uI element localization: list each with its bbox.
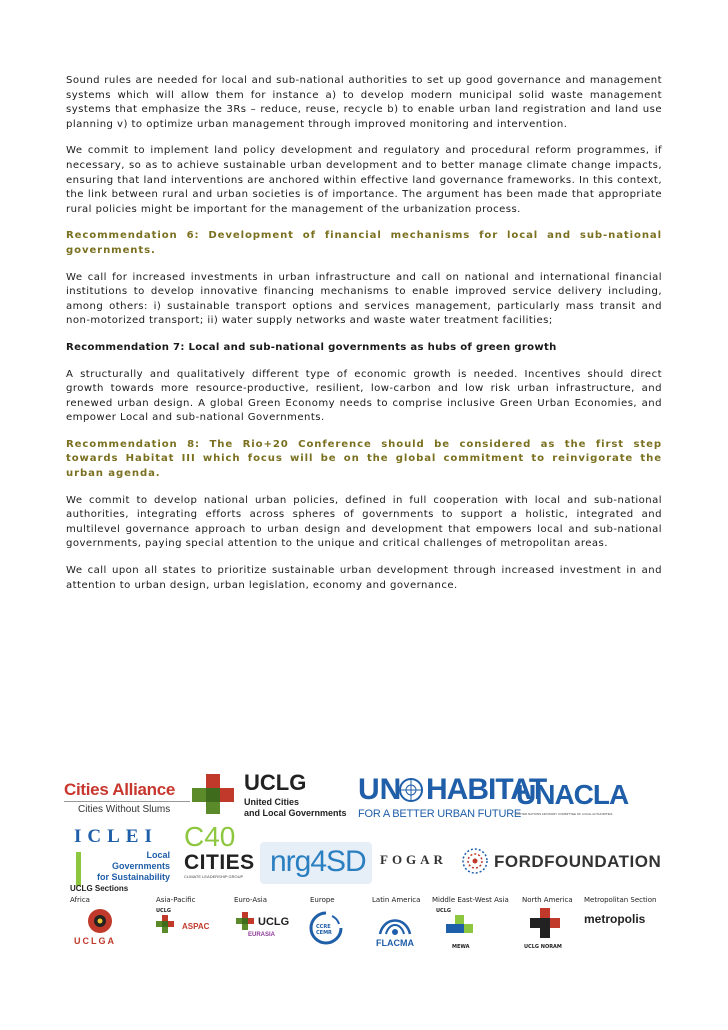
aspac-logo	[156, 908, 218, 954]
flacma-emblem-icon	[378, 908, 412, 936]
cities-alliance-tagline: Cities Without Slums	[78, 804, 171, 815]
section-label-middle-east: Middle East-West Asia	[432, 896, 509, 904]
uclg-sections-title: UCLG Sections	[70, 884, 129, 893]
fogar-logo	[380, 852, 462, 876]
iclei-line2: Governments	[111, 861, 170, 871]
ccre-cemr-logo	[308, 910, 348, 950]
mewa-emblem-icon	[446, 914, 474, 942]
section-label-africa: Africa	[70, 896, 90, 904]
recommendation-6-heading: Recommendation 6: Development of financial mechanisms for local and sub-national governments.	[66, 230, 662, 256]
paragraph-land-policy: We commit to implement land policy development and regulatory and procedural reform programmes, if necessary, so as to achieve sustainable urban development and to better manage climate change impacts, ensuring that land interventions are anchored within effective land governance frameworks. In this context, the link between rural and urban societies is of importance. The argument has been made that appropriate rural policies might be important for the management of the urbanization process.	[66, 145, 662, 215]
unacla-tagline: UNITED NATIONS ADVISORY COMMITTEE OF LOCAL AUTHORITIES	[516, 812, 613, 816]
ford-name: FORDFOUNDATION	[494, 852, 662, 871]
ford-foundation-logo	[462, 848, 676, 878]
section-label-asia-pacific: Asia-Pacific	[156, 896, 196, 904]
metropolis-logo	[584, 912, 668, 934]
uclg-logo	[192, 770, 352, 826]
un-emblem-icon	[398, 777, 424, 803]
nrg4sd-logo	[260, 842, 372, 884]
paragraph-call-upon-states: We call upon all states to prioritize sustainable urban development through increased investment in and attention to urban design, urban legislation, economy and governance.	[66, 565, 662, 591]
ford-emblem-icon	[462, 848, 488, 874]
uclga-name: UCLGA	[74, 936, 116, 946]
cities-alliance-name: Cities Alliance	[64, 780, 176, 799]
unhabitat-habitat: HABITAT	[426, 773, 547, 806]
metropolis-name: metropolis	[584, 912, 646, 926]
section-label-latin-america: Latin America	[372, 896, 421, 904]
iclei-name: ICLEI	[74, 826, 158, 847]
uclga-emblem-icon	[82, 908, 118, 934]
uclg-line1: United Cities	[244, 797, 300, 807]
aspac-emblem-icon	[156, 915, 178, 933]
paragraph-green-growth: A structurally and qualitatively different type of economic growth is needed. Incentives should direct growth towards more resource-productive, resilient, low-carbon and low risk urban infrastructure, and renewed urban design. A global Green Economy needs to comprise inclusive Green Urban Economies, and empower Local and sub-national Governments.	[66, 368, 662, 424]
section-label-europe: Europe	[310, 896, 335, 904]
aspac-uclg-mark: UCLG	[156, 908, 172, 914]
c40-logo	[184, 822, 266, 888]
mewa-logo	[436, 908, 484, 954]
section-label-euro-asia: Euro-Asia	[234, 896, 268, 904]
noram-emblem-icon	[530, 908, 560, 938]
uclg-emblem-icon	[192, 774, 240, 814]
unacla-name: UNACLA	[516, 779, 629, 810]
c40-name: C40	[184, 821, 236, 852]
section-label-metropolitan: Metropolitan Section	[584, 896, 657, 904]
flacma-logo	[372, 908, 424, 954]
fogar-name: FOGAR	[380, 852, 447, 867]
recommendation-8-heading: Recommendation 8: The Rio+20 Conference should be considered as the first step towards Habitat III which focus will be on the global commitment to reinvigorate the urban agenda.	[66, 438, 662, 480]
recommendation-7-heading: Recommendation 7: Local and sub-national governments as hubs of green growth	[66, 341, 557, 353]
iclei-logo	[68, 826, 180, 888]
eurasia-logo	[234, 908, 294, 954]
ccre-name: CCRE CEMR	[316, 924, 332, 936]
unhabitat-tagline: FOR A BETTER URBAN FUTURE	[358, 808, 522, 820]
mewa-uclg-mark: UCLG	[436, 908, 452, 914]
uclga-logo	[70, 908, 128, 954]
c40-tagline: CLIMATE LEADERSHIP GROUP	[184, 874, 244, 879]
uclg-abbr: UCLG	[244, 770, 307, 795]
nrg4sd-name: nrg4SD	[270, 845, 366, 878]
iclei-line1: Local	[146, 850, 170, 860]
cities-alliance-logo	[64, 780, 196, 822]
partner-logos	[60, 768, 672, 958]
aspac-name: ASPAC	[182, 922, 210, 931]
eurasia-name: EURASIA	[248, 932, 276, 938]
document-body	[66, 74, 662, 605]
noram-name: UCLG NORAM	[524, 944, 562, 950]
section-label-north-america: North America	[522, 896, 573, 904]
noram-logo	[522, 908, 576, 954]
iclei-line3: for Sustainability	[96, 872, 170, 882]
paragraph-sound-rules: Sound rules are needed for local and sub-national authorities to set up good governance and management systems which will allow them for instance a) to develop modern municipal solid waste management systems that emphasize the 3Rs – reduce, reuse, recycle b) to enable urban land registration and land use planning v) to optimize urban management through improved monitoring and intervention.	[66, 75, 662, 130]
mewa-name: MEWA	[452, 944, 470, 950]
unhabitat-un: UN	[358, 773, 402, 806]
eurasia-emblem-icon	[236, 912, 258, 930]
eurasia-uclg: UCLG	[258, 916, 290, 928]
uclg-line2: and Local Governments	[244, 808, 347, 818]
c40-sub: CITIES	[184, 851, 255, 874]
unhabitat-logo	[358, 773, 547, 826]
uclg-sections	[60, 884, 672, 958]
paragraph-investments: We call for increased investments in urban infrastructure and call on national and international financial institutions to develop innovative financing mechanisms to enable improved service delivery including, among others: i) sustainable transport options and services management, particularly mass transit and non-motorized transport; ii) water supply networks and waste water treatment facilities;	[66, 271, 662, 327]
flacma-name: FLACMA	[376, 938, 414, 948]
unacla-logo	[516, 779, 629, 824]
paragraph-national-urban-policies: We commit to develop national urban policies, defined in full cooperation with local and sub-national authorities, integrating efforts across spheres of governments to support a holistic, integrated and multilevel governance approach to urban design and development that empowers local and sub-national governments, paying special attention to the unique and critical challenges of metropolitan areas.	[66, 494, 662, 550]
